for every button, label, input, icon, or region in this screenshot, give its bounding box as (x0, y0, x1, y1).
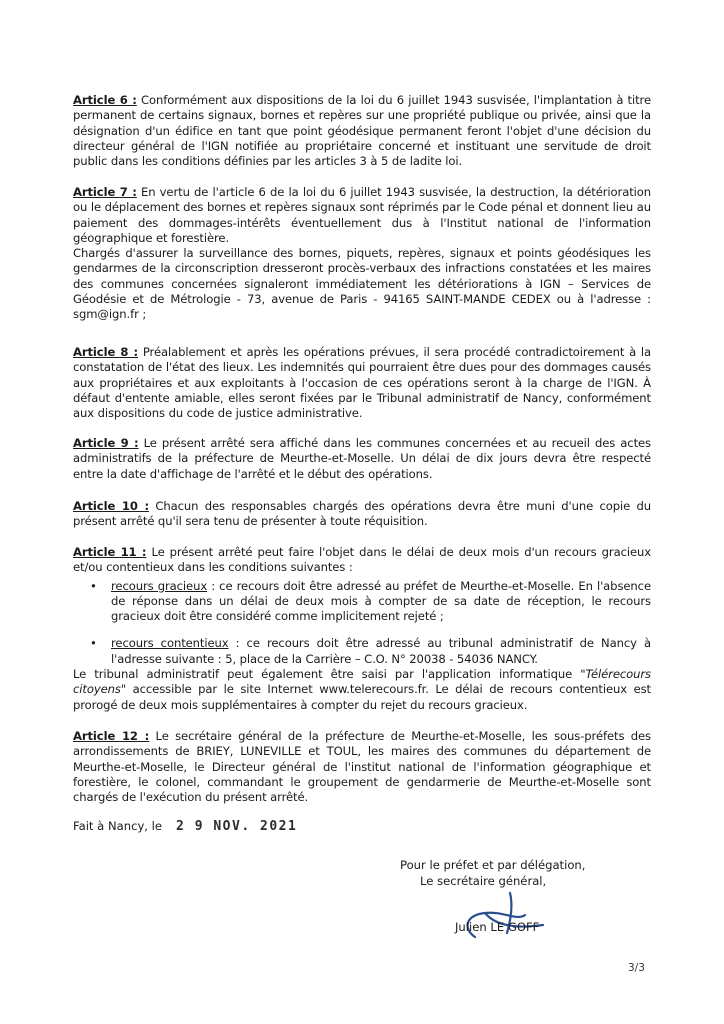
article-label: Article 10 : (73, 499, 150, 513)
article-text: Le présent arrêté peut faire l'objet dans le délai de deux mois d'un recours gracieux et/ou contentieux dans les conditions suivantes : (73, 545, 652, 575)
signer-title: Le secrétaire général, (420, 874, 547, 888)
article-text: Le secrétaire général de la préfecture de Meurthe-et-Moselle, les sous-préfets des arrondissements de BRIEY, LUNEVILLE et TOUL, les maires des communes du département de Meurthe-et-Moselle, le Directeur général de l'institut national de l'information géographique et forestière, le colonel, commandant le groupement de gendarmerie de Meurthe-et-Moselle sont chargés de l'exécution du présent arrêté. (73, 729, 651, 805)
article-9 (73, 436, 651, 482)
article-label: Article 9 : (73, 436, 139, 450)
article-label: Article 11 : (73, 545, 147, 559)
recours-list (73, 579, 651, 667)
article-7 (73, 185, 651, 323)
article-11 (73, 545, 651, 713)
telerecours-text-b: " accessible par le site Internet www.telerecours.fr. Le délai de recours contentieux est prorogé de deux mois supplémentaires à compter du rejet du recours gracieux. (73, 682, 651, 712)
article-10 (73, 499, 651, 530)
telerecours-app-name: Télérecours citoyens (73, 667, 651, 697)
handwritten-signature (455, 885, 550, 945)
bullet-text: : ce recours doit être adressé au préfet de Meurthe-et-Moselle. En l'absence de réponse dans un délai de deux mois à compter de sa date de réception, le recours gracieux doit être considéré comme implicitement rejeté ; (111, 578, 651, 624)
article-text: En vertu de l'article 6 de la loi du 6 juillet 1943 susvisée, la destruction, la détérioration ou le déplacement des bornes et repères signaux sont réprimés par le Code pénal et donnent lieu au paiement des dommages-intérêts éventuellement dus à l'Institut national de l'information géographique et forestière. (73, 185, 652, 245)
article-12 (73, 729, 651, 805)
article-text: Chacun des responsables chargés des opérations devra être muni d'une copie du présent arrêté qu'il sera tenu de présenter à toute réquisition. (73, 499, 651, 529)
article-paragraph: Chargés d'assurer la surveillance des bornes, piquets, repères, signaux et points géodésiques les gendarmes de la circonscription dresseront procès-verbaux des infractions constatées et les maires des communes concernées signaleront immédiatement les détériorations à IGN – Services de Géodésie et de Métrologie - 73, avenue de Paris - 94165 SAINT-MANDE CEDEX ou à l'adresse : sgm@ign.fr ; (73, 246, 651, 322)
bullet-term: recours contentieux (111, 636, 229, 651)
article-text: Le présent arrêté sera affiché dans les communes concernées et au recueil des actes administratifs de la préfecture de Meurthe-et-Moselle. Un délai de dix jours devra être respecté entre la date d'affichage de l'arrêté et le début des opérations. (73, 436, 652, 481)
closing-place-date (73, 819, 297, 834)
article-label: Article 8 : (73, 345, 139, 359)
bullet-text: : ce recours doit être adressé au tribunal administratif de Nancy à l'adresse suivante : 5, place de la Carrière – C.O. N° 20038 - 54036 NANCY. (111, 636, 651, 666)
article-text: Préalablement et après les opérations prévues, il sera procédé contradictoirement à la constatation de l'état des lieux. Les indemnités qui pourraient être dues pour des dommages causés aux propriétaires et aux exploitants à l'occasion de ces opérations seront à la charge de l'IGN. À défaut d'entente amiable, elles seront fixées par le Tribunal administratif de Nancy, conformément aux dispositions du code de justice administrative. (73, 345, 652, 421)
bullet-icon: • (90, 578, 97, 593)
page-number: 3/3 (628, 962, 645, 974)
article-label: Article 12 : (73, 729, 150, 743)
bullet-icon: • (90, 636, 97, 651)
list-item (73, 579, 651, 625)
closing-place: Fait à Nancy, le (73, 819, 163, 833)
article-6 (73, 93, 651, 169)
article-text: Conformément aux dispositions de la loi du 6 juillet 1943 susvisée, l'implantation à titre permanent de certains signaux, bornes et repères sur une propriété publique ou privée, ainsi que la désignation d'un édifice en tant que point géodésique permanent feront l'objet d'une décision du directeur général de l'IGN notifiée au propriétaire concerné et instituant une servitude de droit public dans les conditions définies par les articles 3 à 5 de ladite loi. (73, 93, 651, 169)
date-stamp: 2 9 NOV. 2021 (176, 819, 298, 834)
telerecours-text-a: Le tribunal administratif peut également être saisi par l'application informatique " (73, 667, 586, 682)
list-item (73, 636, 651, 667)
article-label: Article 7 : (73, 185, 137, 199)
article-label: Article 6 : (73, 93, 137, 107)
article-paragraph (73, 667, 651, 713)
article-8 (73, 345, 651, 421)
delegation-line: Pour le préfet et par délégation, (400, 858, 586, 872)
signer-name: Julien LE GOFF (455, 920, 540, 934)
bullet-term: recours gracieux (111, 578, 208, 593)
